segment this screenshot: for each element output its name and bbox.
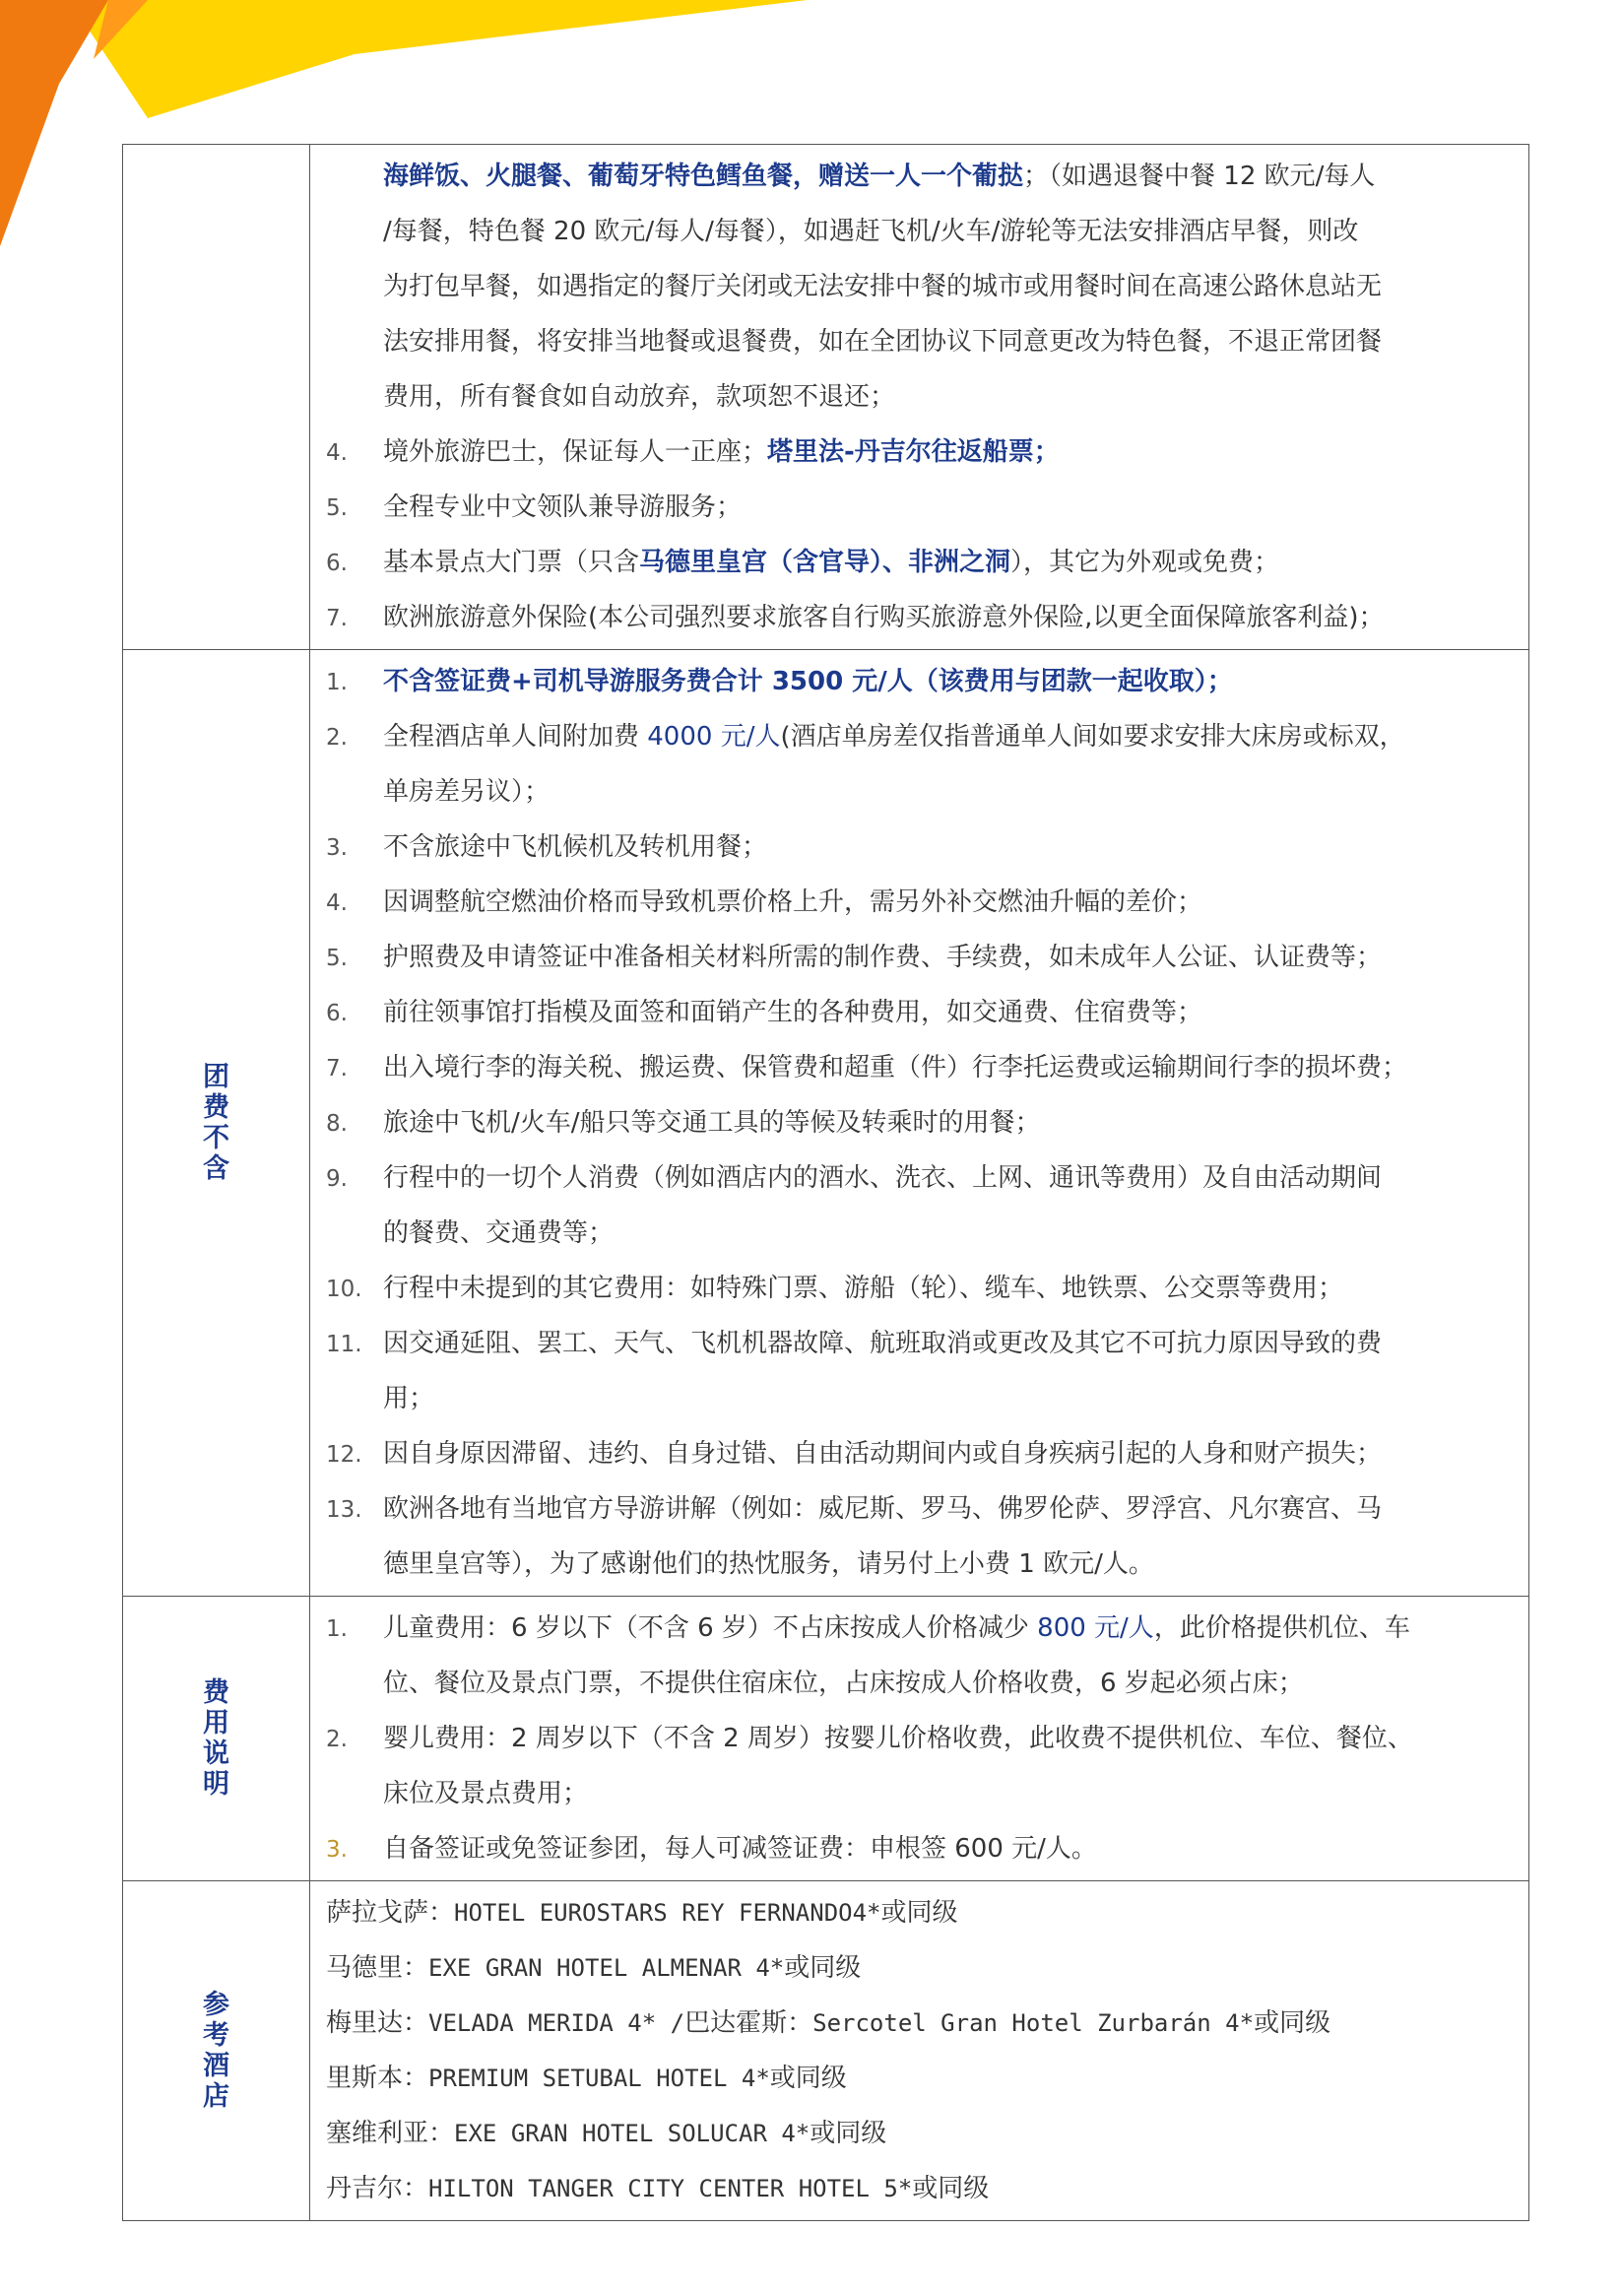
includes-continued-row: [123, 145, 1529, 650]
text-line: [326, 149, 1515, 204]
item-text: 出入境行李的海关税、搬运费、保管费和超重（件）行李托运费或运输期间行李的损坏费；: [383, 1053, 1408, 1082]
section-label: 团费不含: [203, 1062, 229, 1184]
item-text: 儿童费用：6 岁以下（不含 6 岁）不占床按成人价格减少: [383, 1613, 1038, 1643]
highlight-text: 不含签证费+司机导游服务费合计 3500 元/人（该费用与团款一起收取）；: [383, 667, 1233, 696]
text-line: 的餐费、交通费等；: [383, 1218, 615, 1248]
item-text: 行程中未提到的其它费用：如特殊门票、游船（轮）、缆车、地铁票、公交票等费用；: [383, 1274, 1344, 1303]
hotel-line: [326, 2051, 1515, 2106]
price-text: 800 元/人: [1037, 1613, 1154, 1643]
section-label: 费用说明: [203, 1677, 229, 1800]
text-line: 为打包早餐，如遇指定的餐厅关闭或无法安排中餐的城市或用餐时间在高速公路休息站无: [383, 272, 1383, 301]
hotel-name: HOTEL EUROSTARS REY FERNANDO4*: [454, 1899, 881, 1927]
hotel-line: [326, 2106, 1515, 2161]
item-number: 11.: [326, 1332, 362, 1357]
hotel-line: [326, 1885, 1515, 1940]
city-name: 丹吉尔：: [326, 2174, 429, 2203]
text-line: 床位及景点费用；: [383, 1779, 589, 1808]
yellow-stripe: [69, 0, 808, 118]
item-number: 1.: [326, 670, 348, 695]
hotel-line: [326, 2161, 1515, 2216]
item-text: 前往领事馆打指模及面签和面销产生的各种费用，如交通费、住宿费等；: [383, 998, 1203, 1027]
fees-label-cell: [123, 1597, 310, 1881]
item-number: 4.: [326, 440, 348, 466]
city-name: 巴达霍斯：: [684, 2008, 813, 2038]
item-text: 欧洲各地有当地官方导游讲解（例如：威尼斯、罗马、佛罗伦萨、罗浮宫、凡尔赛宫、马: [383, 1494, 1383, 1524]
item-text: 基本景点大门票（只含: [383, 548, 640, 577]
list-item: [326, 425, 1515, 480]
text-line: 法安排用餐，将安排当地餐或退餐费，如在全团协议下同意更改为特色餐，不退正常团餐: [383, 327, 1383, 357]
item-text: 因调整航空燃油价格而导致机票价格上升，需另外补交燃油升幅的差价；: [383, 887, 1203, 917]
item-text: (酒店单房差仅指普通单人间如要求安排大床房或标双，: [780, 722, 1405, 752]
hotels-label-cell: [123, 1881, 310, 2221]
item-number: 6.: [326, 551, 348, 576]
list-item: [326, 1821, 1515, 1876]
excludes-body-cell: [310, 650, 1529, 1597]
hotel-name: EXE GRAN HOTEL ALMENAR 4*: [428, 1954, 785, 1982]
hotel-name: HILTON TANGER CITY CENTER HOTEL 5*: [428, 2175, 913, 2202]
text: ；（如遇退餐中餐 12 欧元/每人: [1023, 162, 1376, 191]
list-item: [326, 590, 1515, 645]
list-item: [326, 930, 1515, 985]
hotel-name: VELADA MERIDA 4* /: [428, 2009, 685, 2037]
excludes-row: [123, 650, 1529, 1597]
hotel-name: Sercotel Gran Hotel Zurbarán 4*: [812, 2009, 1255, 2037]
item-text: ），其它为外观或免费；: [1010, 548, 1280, 577]
list-item: [326, 1316, 1515, 1371]
item-text: 因自身原因滞留、违约、自身过错、自由活动期间内或自身疾病引起的人身和财产损失；: [383, 1439, 1383, 1469]
item-number: 5.: [326, 946, 348, 971]
hotels-row: [123, 1881, 1529, 2221]
item-number: 3.: [326, 835, 348, 861]
item-text: 欧洲旅游意外保险(本公司强烈要求旅客自行购买旅游意外保险,以更全面保障旅客利益)；: [383, 603, 1385, 632]
city-name: 马德里：: [326, 1953, 429, 1983]
list-item: [326, 535, 1515, 590]
itinerary-fee-table: [122, 144, 1529, 2221]
city-name: 萨拉戈萨：: [326, 1898, 455, 1928]
hotel-suffix: 或同级: [769, 2064, 847, 2093]
city-name: 梅里达：: [326, 2008, 429, 2038]
list-item: [326, 709, 1515, 764]
item-number: 7.: [326, 1056, 348, 1082]
list-item: [326, 1095, 1515, 1150]
item-text: 全程专业中文领队兼导游服务；: [383, 492, 743, 522]
item-text: 全程酒店单人间附加费: [383, 722, 648, 752]
city-name: 里斯本：: [326, 2064, 429, 2093]
hotel-line: [326, 1940, 1515, 1996]
list-item: [326, 480, 1515, 535]
item-number: 5.: [326, 495, 348, 521]
text-line: 用；: [383, 1384, 435, 1413]
text-line: 位、餐位及景点门票，不提供住宿床位，占床按成人价格收费，6 岁起必须占床；: [383, 1669, 1304, 1698]
list-item: [326, 1426, 1515, 1481]
includes-label-cell: [123, 145, 310, 650]
list-item: [326, 820, 1515, 875]
item-number: 8.: [326, 1111, 348, 1137]
item-text: 旅途中飞机/火车/船只等交通工具的等候及转乘时的用餐；: [383, 1108, 1041, 1138]
excludes-label-cell: [123, 650, 310, 1597]
item-number: 12.: [326, 1442, 362, 1468]
item-number: 10.: [326, 1277, 362, 1302]
highlight-text: 海鲜饭、火腿餐、葡萄牙特色鳕鱼餐，赠送一人一个葡挞: [383, 162, 1024, 191]
list-item: [326, 654, 1515, 709]
item-text: 婴儿费用：2 周岁以下（不含 2 周岁）按婴儿价格收费，此收费不提供机位、车位、餐位、: [383, 1724, 1413, 1753]
hotel-suffix: 或同级: [784, 1953, 862, 1983]
item-number: 3.: [326, 1837, 348, 1863]
list-item: [326, 1040, 1515, 1095]
list-item: [326, 985, 1515, 1040]
orange-wedge: [0, 0, 108, 246]
item-number: 2.: [326, 725, 348, 751]
list-item: [326, 1601, 1515, 1656]
includes-body-cell: [310, 145, 1529, 650]
item-number: 9.: [326, 1166, 348, 1192]
item-text: 不含旅途中飞机候机及转机用餐；: [383, 832, 768, 862]
text-line: 德里皇宫等），为了感谢他们的热忱服务，请另付上小费 1 欧元/人。: [383, 1549, 1154, 1579]
fees-body-cell: [310, 1597, 1529, 1881]
city-name: 塞维利亚：: [326, 2119, 455, 2148]
hotels-body-cell: [310, 1881, 1529, 2221]
hotel-line: [326, 1996, 1515, 2051]
text-line: 单房差另议）；: [383, 777, 551, 807]
highlight-text: 塔里法-丹吉尔往返船票；: [767, 437, 1060, 467]
item-number: 13.: [326, 1497, 362, 1523]
item-number: 2.: [326, 1727, 348, 1752]
list-item: [326, 1150, 1515, 1206]
item-text: 护照费及申请签证中准备相关材料所需的制作费、手续费，如未成年人公证、认证费等；: [383, 943, 1383, 972]
price-text: 4000 元/人: [647, 722, 781, 752]
item-text: 因交通延阻、罢工、天气、飞机机器故障、航班取消或更改及其它不可抗力原因导致的费: [383, 1329, 1383, 1358]
text-line: 费用，所有餐食如自动放弃，款项恕不退还；: [383, 382, 896, 412]
list-item: [326, 875, 1515, 930]
hotel-name: EXE GRAN HOTEL SOLUCAR 4*: [454, 2120, 810, 2147]
item-number: 1.: [326, 1616, 348, 1642]
item-text: ，此价格提供机位、车: [1153, 1613, 1410, 1643]
item-number: 6.: [326, 1001, 348, 1026]
hotel-suffix: 或同级: [880, 1898, 958, 1928]
item-number: 4.: [326, 890, 348, 916]
hotel-suffix: 或同级: [1254, 2008, 1331, 2038]
item-number: 7.: [326, 606, 348, 631]
item-text: 自备签证或免签证参团，每人可减签证费：申根签 600 元/人。: [383, 1834, 1097, 1864]
section-label: 参考酒店: [203, 1990, 229, 2112]
hotel-suffix: 或同级: [810, 2119, 887, 2148]
hotel-suffix: 或同级: [912, 2174, 990, 2203]
hotel-name: PREMIUM SETUBAL HOTEL 4*: [428, 2065, 770, 2092]
list-item: [326, 1481, 1515, 1537]
highlight-text: 马德里皇宫（含官导）、非洲之洞: [639, 548, 1011, 577]
text-line: /每餐，特色餐 20 欧元/每人/每餐），如遇赶飞机/火车/游轮等无法安排酒店早餐，则改: [383, 217, 1359, 246]
list-item: [326, 1261, 1515, 1316]
item-text: 境外旅游巴士，保证每人一正座；: [383, 437, 768, 467]
orange-tip: [94, 0, 148, 59]
fees-row: [123, 1597, 1529, 1881]
list-item: [326, 1711, 1515, 1766]
item-text: 行程中的一切个人消费（例如酒店内的酒水、洗衣、上网、通讯等费用）及自由活动期间: [383, 1163, 1383, 1193]
